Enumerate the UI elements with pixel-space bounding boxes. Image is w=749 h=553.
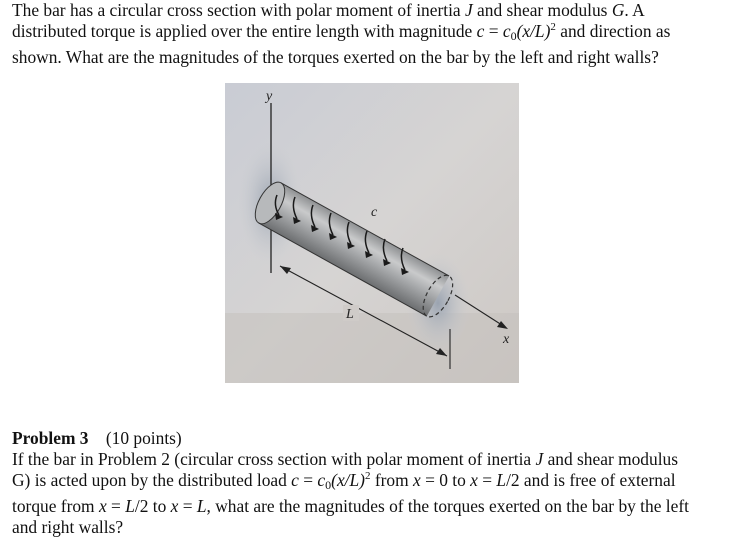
symbol-fraction: (x/L)	[331, 470, 365, 490]
problem-3-line-4: and right walls?	[12, 517, 124, 537]
text-span: torque from	[12, 496, 99, 516]
text-span: =	[477, 470, 497, 490]
symbol-c: c	[476, 21, 485, 41]
symbol-J: J	[464, 0, 473, 20]
symbol-c0: c	[317, 470, 326, 490]
text-span: The bar has a circular cross section with polar moment of inertia	[12, 0, 465, 20]
symbol-L: L	[125, 496, 135, 516]
symbol-J: J	[535, 449, 544, 469]
text-span: . A	[624, 0, 645, 20]
subscript-0: 0	[510, 29, 517, 43]
symbol-L: L	[496, 470, 507, 490]
bar-diagram	[225, 83, 519, 383]
text-span: , what are the magnitudes of the torques exerted on the bar by the left	[206, 496, 689, 516]
symbol-x: x	[170, 496, 179, 516]
text-span: =	[298, 470, 318, 490]
symbol-x: x	[98, 496, 107, 516]
label-x: x	[503, 332, 510, 347]
text-span: distributed torque is applied over the entire length with magnitude	[12, 21, 477, 41]
text-span: =	[106, 496, 126, 516]
superscript-2: 2	[364, 470, 371, 482]
problem-2-line-3: shown. What are the magnitudes of the torques exerted on the bar by the left and right walls?	[12, 47, 659, 67]
problem-3-heading: Problem 3	[12, 428, 89, 448]
problem-3-points: (10 points)	[105, 428, 182, 448]
text-span: =	[178, 496, 197, 516]
problem-3-text	[12, 428, 740, 538]
text-span: and direction as	[555, 21, 671, 41]
problem-3-line-3	[12, 496, 740, 517]
text-span: /2 to	[134, 496, 171, 516]
symbol-G: G	[611, 0, 625, 20]
text-span: and shear modulus	[543, 449, 678, 469]
text-span: and shear modulus	[472, 0, 612, 20]
problem-3-line-2	[12, 470, 740, 496]
label-y: y	[266, 89, 273, 104]
symbol-c0: c	[502, 21, 511, 41]
problem-2-text	[12, 0, 740, 68]
symbol-x: x	[412, 470, 421, 490]
text-span: = 0 to	[420, 470, 471, 490]
text-span: /2 and is free of external	[506, 470, 676, 490]
symbol-x: x	[470, 470, 478, 490]
bar-figure	[225, 83, 519, 383]
problem-3-heading-line	[12, 428, 740, 449]
background-shade	[225, 313, 519, 383]
text-span: =	[484, 21, 503, 41]
label-c: c	[371, 205, 378, 220]
subscript-0: 0	[325, 478, 332, 492]
symbol-L: L	[196, 496, 207, 516]
text-span: G) is acted upon by the distributed load	[12, 470, 292, 490]
symbol-fraction: (x/L)	[516, 21, 551, 41]
problem-2-line-2	[12, 21, 740, 47]
text-span: If the bar in Problem 2 (circular cross section with polar moment of inertia	[12, 449, 536, 469]
superscript-2: 2	[550, 21, 556, 33]
text-span: from	[370, 470, 413, 490]
problem-2-line-1	[12, 0, 740, 21]
label-L: L	[346, 307, 354, 322]
problem-3-line-1	[12, 449, 740, 470]
symbol-c: c	[291, 470, 299, 490]
